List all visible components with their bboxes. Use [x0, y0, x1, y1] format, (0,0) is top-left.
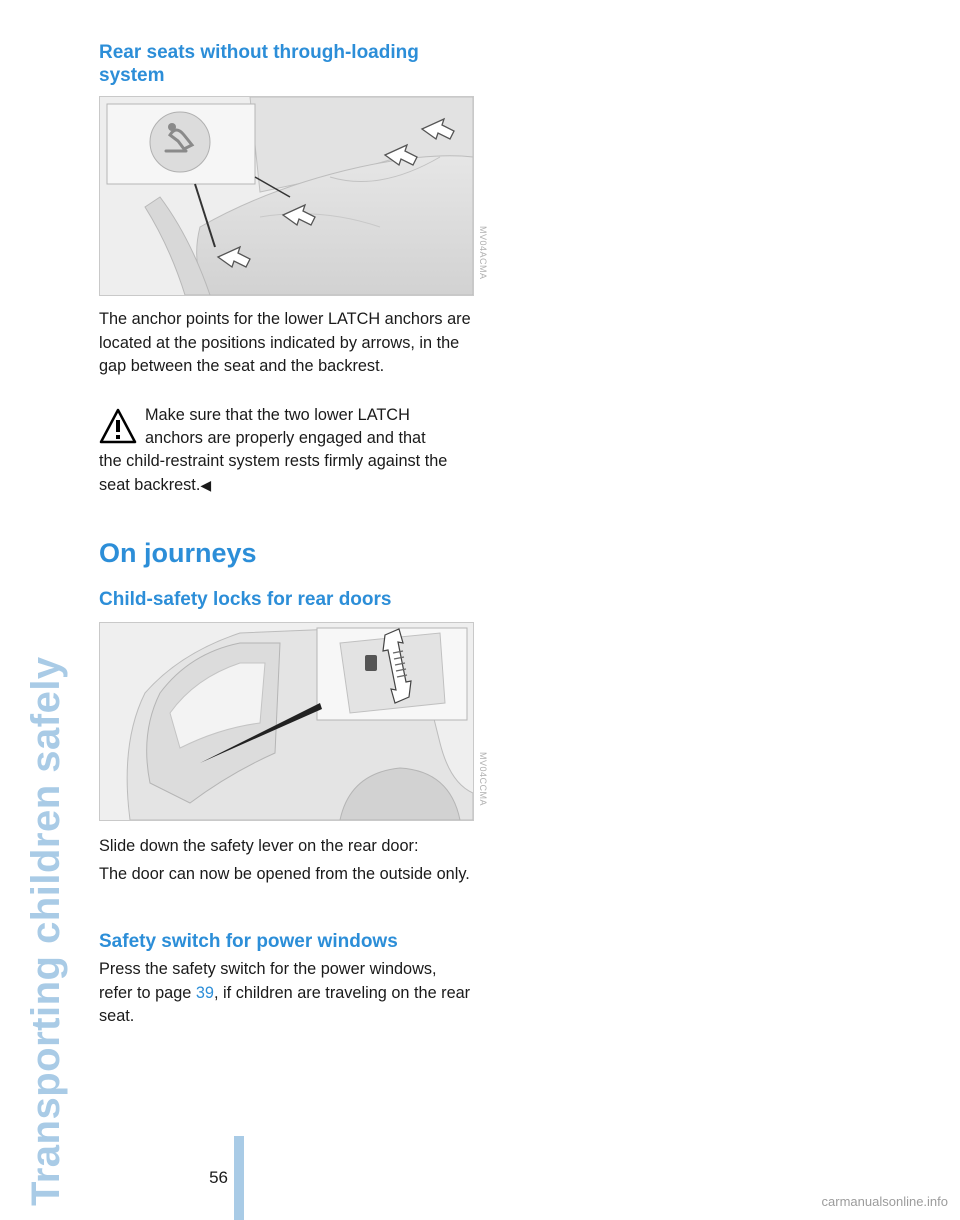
- heading-safety-switch: Safety switch for power windows: [99, 931, 398, 952]
- page-number: 56: [209, 1168, 228, 1187]
- page-39-link[interactable]: 39: [195, 983, 214, 1002]
- rear-door-lock-figure: [99, 622, 474, 821]
- door-outside-paragraph: The door can now be opened from the outside only.: [99, 865, 470, 883]
- warning-line-2: anchors are properly engaged and that: [145, 429, 426, 447]
- warning-triangle-icon: [99, 408, 137, 444]
- warning-line-1: Make sure that the two lower LATCH: [145, 406, 410, 424]
- latch-anchor-paragraph: The anchor points for the lower LATCH anchors are located at the positions indicated by arrows, in the gap between the seat and the backrest.: [99, 310, 471, 375]
- side-title-text: Transporting children safely: [24, 656, 68, 1206]
- safety-switch-paragraph: Press the safety switch for the power windows, refer to page 39, if children are traveling on the rear seat.: [99, 960, 471, 1025]
- page-number-bar: [234, 1136, 244, 1220]
- figure-code-2: MV04CCMA: [478, 752, 488, 807]
- rear-door-illustration: [100, 623, 473, 820]
- figure-code-1: MV04ACMA: [478, 226, 488, 280]
- rear-seat-anchor-figure: [99, 96, 474, 296]
- rear-seat-illustration: [100, 97, 473, 295]
- side-title: [18, 26, 70, 1216]
- heading-on-journeys: On journeys: [99, 538, 257, 568]
- section-heading-rear-seats: Rear seats without through-loading system: [99, 42, 419, 86]
- heading-child-safety-locks: Child-safety locks for rear doors: [99, 589, 392, 610]
- end-mark: ◀: [200, 476, 212, 493]
- warning-rest: the child-restraint system rests firmly against the seat backrest.◀: [99, 452, 448, 494]
- slide-lever-paragraph: Slide down the safety lever on the rear door:: [99, 837, 419, 855]
- watermark: carmanualsonline.info: [821, 1194, 948, 1209]
